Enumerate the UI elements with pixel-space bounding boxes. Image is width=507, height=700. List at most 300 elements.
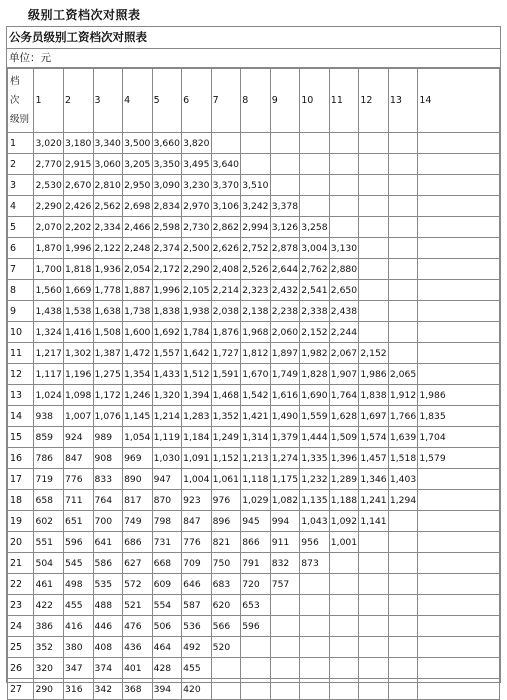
- level-cell: 9: [8, 301, 34, 322]
- salary-cell: 847: [64, 448, 94, 469]
- empty-cell: [329, 574, 359, 595]
- level-cell: 25: [8, 637, 34, 658]
- salary-cell: 750: [211, 553, 241, 574]
- salary-cell: 1,778: [93, 280, 123, 301]
- salary-cell: 2,644: [270, 259, 300, 280]
- salary-cell: 596: [241, 616, 271, 637]
- salary-cell: 1,692: [152, 322, 182, 343]
- salary-cell: 1,835: [418, 406, 500, 427]
- salary-cell: 401: [123, 658, 153, 679]
- salary-cell: 3,060: [93, 154, 123, 175]
- salary-cell: 464: [152, 637, 182, 658]
- empty-cell: [388, 154, 418, 175]
- empty-cell: [388, 301, 418, 322]
- salary-cell: 1,188: [329, 490, 359, 511]
- salary-cell: 1,468: [211, 385, 241, 406]
- salary-cell: 2,526: [241, 259, 271, 280]
- salary-cell: 1,119: [152, 427, 182, 448]
- salary-cell: 3,242: [241, 196, 271, 217]
- salary-cell: 947: [152, 469, 182, 490]
- salary-cell: 1,403: [388, 469, 418, 490]
- empty-cell: [270, 679, 300, 700]
- salary-cell: 1,352: [211, 406, 241, 427]
- salary-cell: 1,490: [270, 406, 300, 427]
- salary-cell: 476: [123, 616, 153, 637]
- empty-cell: [388, 679, 418, 700]
- salary-cell: 368: [123, 679, 153, 700]
- salary-cell: 1,029: [241, 490, 271, 511]
- table-title: 公务员级别工资档次对照表: [7, 27, 500, 49]
- salary-cell: 1,766: [388, 406, 418, 427]
- salary-cell: 2,338: [300, 301, 330, 322]
- salary-cell: 1,591: [211, 364, 241, 385]
- empty-cell: [388, 511, 418, 532]
- empty-cell: [270, 595, 300, 616]
- salary-grid: [7, 68, 500, 700]
- salary-cell: 1,738: [123, 301, 153, 322]
- salary-cell: 764: [93, 490, 123, 511]
- salary-cell: 2,426: [64, 196, 94, 217]
- empty-cell: [359, 322, 389, 343]
- salary-cell: 1,076: [93, 406, 123, 427]
- salary-cell: 641: [93, 532, 123, 553]
- salary-cell: 1,639: [388, 427, 418, 448]
- salary-cell: 1,600: [123, 322, 153, 343]
- salary-cell: 908: [93, 448, 123, 469]
- table-row: [8, 511, 500, 532]
- salary-cell: 416: [64, 616, 94, 637]
- salary-cell: 1,616: [270, 385, 300, 406]
- salary-cell: 1,938: [182, 301, 212, 322]
- salary-cell: 420: [182, 679, 212, 700]
- salary-cell: 1,542: [241, 385, 271, 406]
- salary-cell: 1,818: [64, 259, 94, 280]
- salary-cell: 3,378: [270, 196, 300, 217]
- salary-cell: 911: [270, 532, 300, 553]
- empty-cell: [329, 196, 359, 217]
- empty-cell: [359, 133, 389, 154]
- salary-cell: 1,007: [64, 406, 94, 427]
- salary-cell: 1,887: [123, 280, 153, 301]
- step-header: 5: [152, 69, 182, 133]
- empty-cell: [388, 343, 418, 364]
- table-row: [8, 385, 500, 406]
- header-row: [8, 69, 500, 133]
- empty-cell: [418, 259, 500, 280]
- level-cell: 3: [8, 175, 34, 196]
- salary-cell: 2,214: [211, 280, 241, 301]
- salary-cell: 1,421: [241, 406, 271, 427]
- salary-cell: 520: [211, 637, 241, 658]
- salary-cell: 1,870: [34, 238, 64, 259]
- salary-cell: 2,323: [241, 280, 271, 301]
- salary-cell: 646: [182, 574, 212, 595]
- empty-cell: [418, 154, 500, 175]
- salary-cell: 1,433: [152, 364, 182, 385]
- salary-cell: 2,202: [64, 217, 94, 238]
- empty-cell: [359, 532, 389, 553]
- table-row: [8, 406, 500, 427]
- table-row: [8, 532, 500, 553]
- salary-cell: 1,172: [93, 385, 123, 406]
- level-cell: 22: [8, 574, 34, 595]
- salary-cell: 1,394: [182, 385, 212, 406]
- salary-cell: 488: [93, 595, 123, 616]
- corner-header-line: 次: [10, 95, 20, 106]
- salary-cell: 711: [64, 490, 94, 511]
- salary-cell: 1,082: [270, 490, 300, 511]
- empty-cell: [329, 133, 359, 154]
- table-row: [8, 133, 500, 154]
- salary-cell: 620: [211, 595, 241, 616]
- salary-cell: 1,669: [64, 280, 94, 301]
- salary-cell: 1,141: [359, 511, 389, 532]
- empty-cell: [329, 637, 359, 658]
- table-row: [8, 343, 500, 364]
- salary-cell: 566: [211, 616, 241, 637]
- empty-cell: [329, 553, 359, 574]
- salary-cell: 2,038: [211, 301, 241, 322]
- empty-cell: [300, 133, 330, 154]
- empty-cell: [388, 574, 418, 595]
- salary-cell: 2,238: [270, 301, 300, 322]
- salary-cell: 2,105: [182, 280, 212, 301]
- empty-cell: [418, 322, 500, 343]
- empty-cell: [418, 175, 500, 196]
- table-row: [8, 196, 500, 217]
- salary-cell: 3,090: [152, 175, 182, 196]
- salary-cell: 586: [93, 553, 123, 574]
- salary-cell: 700: [93, 511, 123, 532]
- salary-cell: 969: [123, 448, 153, 469]
- empty-cell: [359, 196, 389, 217]
- salary-cell: 2,065: [388, 364, 418, 385]
- empty-cell: [388, 196, 418, 217]
- salary-cell: 1,670: [241, 364, 271, 385]
- table-row: [8, 217, 500, 238]
- table-row: [8, 322, 500, 343]
- salary-cell: 1,876: [211, 322, 241, 343]
- salary-cell: 1,275: [93, 364, 123, 385]
- salary-cell: 1,828: [300, 364, 330, 385]
- empty-cell: [359, 637, 389, 658]
- salary-cell: 1,118: [241, 469, 271, 490]
- empty-cell: [418, 595, 500, 616]
- step-header: 6: [182, 69, 212, 133]
- empty-cell: [388, 637, 418, 658]
- empty-cell: [359, 301, 389, 322]
- salary-cell: 3,180: [64, 133, 94, 154]
- salary-cell: 1,416: [64, 322, 94, 343]
- salary-cell: 2,994: [241, 217, 271, 238]
- salary-cell: 498: [64, 574, 94, 595]
- salary-cell: 1,091: [182, 448, 212, 469]
- salary-cell: 757: [270, 574, 300, 595]
- salary-cell: 938: [34, 406, 64, 427]
- salary-cell: 2,562: [93, 196, 123, 217]
- salary-cell: 1,175: [270, 469, 300, 490]
- salary-cell: 2,530: [34, 175, 64, 196]
- salary-cell: 873: [300, 553, 330, 574]
- salary-cell: 3,820: [182, 133, 212, 154]
- salary-cell: 1,968: [241, 322, 271, 343]
- salary-cell: 1,001: [329, 532, 359, 553]
- salary-cell: 1,897: [270, 343, 300, 364]
- salary-cell: 1,512: [182, 364, 212, 385]
- salary-cell: 596: [64, 532, 94, 553]
- salary-cell: 1,184: [182, 427, 212, 448]
- salary-cell: 1,638: [93, 301, 123, 322]
- corner-header-line: 级别: [10, 114, 30, 125]
- empty-cell: [270, 175, 300, 196]
- salary-cell: 1,560: [34, 280, 64, 301]
- salary-cell: 994: [270, 511, 300, 532]
- salary-cell: 587: [182, 595, 212, 616]
- empty-cell: [270, 637, 300, 658]
- empty-cell: [388, 658, 418, 679]
- level-cell: 17: [8, 469, 34, 490]
- salary-cell: 3,510: [241, 175, 271, 196]
- salary-cell: 896: [211, 511, 241, 532]
- salary-cell: 1,098: [64, 385, 94, 406]
- empty-cell: [300, 154, 330, 175]
- empty-cell: [300, 658, 330, 679]
- salary-cell: 436: [123, 637, 153, 658]
- salary-cell: 817: [123, 490, 153, 511]
- salary-cell: 1,812: [241, 343, 271, 364]
- salary-cell: 2,152: [359, 343, 389, 364]
- salary-cell: 651: [64, 511, 94, 532]
- salary-cell: 2,466: [123, 217, 153, 238]
- salary-cell: 2,626: [211, 238, 241, 259]
- salary-cell: 492: [182, 637, 212, 658]
- salary-cell: 2,248: [123, 238, 153, 259]
- salary-cell: 956: [300, 532, 330, 553]
- salary-cell: 316: [64, 679, 94, 700]
- empty-cell: [300, 616, 330, 637]
- salary-cell: 1,764: [329, 385, 359, 406]
- salary-cell: 2,067: [329, 343, 359, 364]
- level-cell: 16: [8, 448, 34, 469]
- salary-cell: 731: [152, 532, 182, 553]
- salary-cell: 1,784: [182, 322, 212, 343]
- step-header: 10: [300, 69, 330, 133]
- salary-cell: 776: [64, 469, 94, 490]
- salary-cell: 3,640: [211, 154, 241, 175]
- salary-cell: 1,043: [300, 511, 330, 532]
- step-header: 11: [329, 69, 359, 133]
- salary-cell: 374: [93, 658, 123, 679]
- empty-cell: [329, 616, 359, 637]
- salary-cell: 1,518: [388, 448, 418, 469]
- level-cell: 4: [8, 196, 34, 217]
- salary-cell: 536: [182, 616, 212, 637]
- salary-cell: 989: [93, 427, 123, 448]
- salary-cell: 1,912: [388, 385, 418, 406]
- salary-cell: 1,628: [329, 406, 359, 427]
- salary-cell: 2,698: [123, 196, 153, 217]
- level-cell: 12: [8, 364, 34, 385]
- salary-cell: 1,996: [64, 238, 94, 259]
- empty-cell: [418, 490, 500, 511]
- empty-cell: [241, 658, 271, 679]
- level-cell: 27: [8, 679, 34, 700]
- empty-cell: [300, 679, 330, 700]
- salary-cell: 1,907: [329, 364, 359, 385]
- salary-cell: 2,290: [182, 259, 212, 280]
- table-row: [8, 259, 500, 280]
- salary-cell: 3,106: [211, 196, 241, 217]
- salary-cell: 3,660: [152, 133, 182, 154]
- level-cell: 20: [8, 532, 34, 553]
- salary-cell: 2,054: [123, 259, 153, 280]
- salary-cell: 1,274: [270, 448, 300, 469]
- salary-cell: 1,241: [359, 490, 389, 511]
- salary-cell: 2,878: [270, 238, 300, 259]
- salary-cell: 3,350: [152, 154, 182, 175]
- table-row: [8, 616, 500, 637]
- empty-cell: [359, 574, 389, 595]
- salary-cell: 320: [34, 658, 64, 679]
- salary-cell: 1,697: [359, 406, 389, 427]
- empty-cell: [418, 553, 500, 574]
- salary-cell: 602: [34, 511, 64, 532]
- salary-cell: 3,258: [300, 217, 330, 238]
- salary-cell: 627: [123, 553, 153, 574]
- empty-cell: [211, 133, 241, 154]
- empty-cell: [329, 154, 359, 175]
- empty-cell: [300, 175, 330, 196]
- salary-cell: 428: [152, 658, 182, 679]
- salary-cell: 1,213: [241, 448, 271, 469]
- salary-cell: 1,982: [300, 343, 330, 364]
- step-header: 8: [241, 69, 271, 133]
- empty-cell: [359, 280, 389, 301]
- salary-cell: 1,302: [64, 343, 94, 364]
- salary-cell: 1,986: [359, 364, 389, 385]
- salary-cell: 1,986: [418, 385, 500, 406]
- salary-cell: 352: [34, 637, 64, 658]
- table-row: [8, 175, 500, 196]
- level-cell: 5: [8, 217, 34, 238]
- salary-cell: 2,290: [34, 196, 64, 217]
- salary-cell: 1,557: [152, 343, 182, 364]
- step-header: 14: [418, 69, 500, 133]
- salary-cell: 2,500: [182, 238, 212, 259]
- salary-cell: 832: [270, 553, 300, 574]
- empty-cell: [388, 532, 418, 553]
- salary-cell: 2,138: [241, 301, 271, 322]
- salary-cell: 394: [152, 679, 182, 700]
- salary-cell: 1,354: [123, 364, 153, 385]
- salary-cell: 1,135: [300, 490, 330, 511]
- salary-cell: 866: [241, 532, 271, 553]
- step-header: 12: [359, 69, 389, 133]
- salary-cell: 720: [241, 574, 271, 595]
- empty-cell: [241, 154, 271, 175]
- empty-cell: [329, 679, 359, 700]
- salary-cell: 2,152: [300, 322, 330, 343]
- empty-cell: [241, 679, 271, 700]
- empty-cell: [388, 217, 418, 238]
- salary-cell: 2,752: [241, 238, 271, 259]
- salary-cell: 749: [123, 511, 153, 532]
- salary-cell: 1,438: [34, 301, 64, 322]
- salary-cell: 2,060: [270, 322, 300, 343]
- salary-cell: 1,314: [241, 427, 271, 448]
- empty-cell: [300, 196, 330, 217]
- salary-cell: 2,070: [34, 217, 64, 238]
- salary-cell: 658: [34, 490, 64, 511]
- empty-cell: [359, 616, 389, 637]
- salary-cell: 1,704: [418, 427, 500, 448]
- level-cell: 11: [8, 343, 34, 364]
- salary-cell: 2,541: [300, 280, 330, 301]
- salary-cell: 1,214: [152, 406, 182, 427]
- salary-cell: 1,700: [34, 259, 64, 280]
- empty-cell: [359, 259, 389, 280]
- salary-cell: 1,024: [34, 385, 64, 406]
- salary-cell: 1,346: [359, 469, 389, 490]
- salary-cell: 342: [93, 679, 123, 700]
- table-row: [8, 658, 500, 679]
- salary-cell: 551: [34, 532, 64, 553]
- unit-label: 单位：元: [7, 49, 500, 68]
- step-header: 7: [211, 69, 241, 133]
- empty-cell: [270, 616, 300, 637]
- empty-cell: [241, 637, 271, 658]
- salary-cell: 1,472: [123, 343, 153, 364]
- level-cell: 21: [8, 553, 34, 574]
- salary-cell: 859: [34, 427, 64, 448]
- table-row: [8, 595, 500, 616]
- level-cell: 14: [8, 406, 34, 427]
- salary-cell: 1,196: [64, 364, 94, 385]
- salary-cell: 3,126: [270, 217, 300, 238]
- salary-cell: 653: [241, 595, 271, 616]
- salary-cell: 890: [123, 469, 153, 490]
- salary-cell: 3,230: [182, 175, 212, 196]
- step-header: 4: [123, 69, 153, 133]
- salary-cell: 380: [64, 637, 94, 658]
- salary-cell: 923: [182, 490, 212, 511]
- salary-cell: 2,862: [211, 217, 241, 238]
- salary-cell: 1,249: [211, 427, 241, 448]
- salary-cell: 2,670: [64, 175, 94, 196]
- salary-cell: 709: [182, 553, 212, 574]
- salary-cell: 1,289: [329, 469, 359, 490]
- salary-cell: 572: [123, 574, 153, 595]
- salary-cell: 2,950: [123, 175, 153, 196]
- table-row: [8, 469, 500, 490]
- table-row: [8, 301, 500, 322]
- empty-cell: [418, 133, 500, 154]
- salary-cell: 2,762: [300, 259, 330, 280]
- table-row: [8, 238, 500, 259]
- salary-cell: 1,690: [300, 385, 330, 406]
- salary-cell: 3,130: [329, 238, 359, 259]
- salary-cell: 2,438: [329, 301, 359, 322]
- table-row: [8, 448, 500, 469]
- salary-cell: 1,320: [152, 385, 182, 406]
- empty-cell: [388, 133, 418, 154]
- salary-cell: 1,217: [34, 343, 64, 364]
- salary-cell: 668: [152, 553, 182, 574]
- salary-cell: 545: [64, 553, 94, 574]
- table-row: [8, 553, 500, 574]
- table-row: [8, 490, 500, 511]
- salary-cell: 2,598: [152, 217, 182, 238]
